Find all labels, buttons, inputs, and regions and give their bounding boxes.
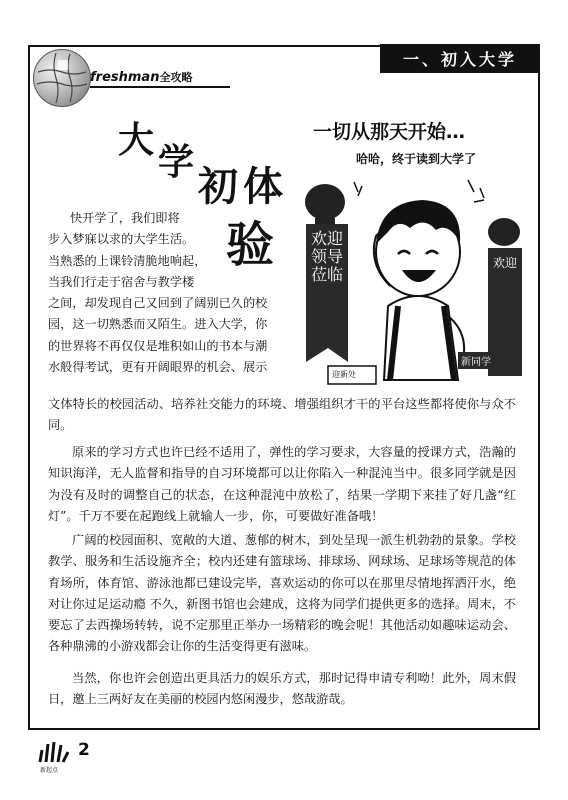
- intro-line: 当熟悉的上课铃清脆地响起，: [48, 253, 207, 268]
- brand-cn: 全攻略: [159, 71, 193, 84]
- intro-line: 步入梦寐以求的大学生活。: [48, 232, 195, 247]
- tagline-1: 一切从那天开始…: [313, 121, 466, 143]
- tagline-2: 哈哈，终于读到大学了: [356, 152, 477, 166]
- hand-print-icon: [36, 738, 72, 764]
- page-number: 2: [78, 740, 90, 760]
- banner-right-text-1: 欢迎: [492, 256, 517, 270]
- title-char-3: 初: [198, 164, 238, 210]
- brand-underline: [90, 86, 230, 88]
- sign-text: 迎新处: [332, 370, 356, 379]
- title-char-5: 验: [226, 217, 275, 273]
- title-char-2: 学: [158, 142, 195, 183]
- study-paragraph: 原来的学习方式也许已经不适用了，弹性的学习要求，大容量的授课方式，浩瀚的知识海洋，无人监督和指导的自习环境都可以让你陷入一种混沌当中。很多同学就是因为没有及时的调整自己的状态，在这种混沌中放松了，结果一学期下来挂了好几盏“红灯”。千万不要在起跑线上就输人一步，你，可要做好准备哦！: [48, 445, 516, 523]
- brand-en: freshman: [90, 70, 160, 85]
- banner-left-text: 欢迎领导莅临: [310, 229, 343, 284]
- intro-line: 的世界将不再仅仅是堆积如山的书本与潮: [48, 338, 268, 353]
- intro-line: 之间，却发现自己又回到了阔别已久的校: [48, 296, 268, 311]
- section-tab: 一、初入大学: [380, 44, 540, 73]
- puzzle-globe-icon: [33, 49, 91, 107]
- brand-label: [90, 69, 192, 85]
- intro-line: 园，这一切熟悉而又陌生。进入大学，你: [48, 317, 268, 332]
- intro-line: 快开学了，我们即将: [70, 211, 180, 225]
- intro-line: 当我们行走于宿舍与教学楼: [48, 274, 195, 289]
- title-char-1: 大: [118, 120, 155, 161]
- campus-paragraph: 广阔的校园面积、宽敞的大道、葱郁的树木，到处呈现一派生机勃勃的景象。学校教学、服务和生活设施齐全；校内还建有篮球场、排球场、网球场、足球场等规范的体育场所，体育馆、游泳池都已建设完毕，喜欢运动的你可以在那里尽情地挥洒汗水，绝对让你过足运动瘾 不久，新图书馆也会建成，这将为同学们提供更多的选择。周末，不要忘了去西操场转转，说不定那里正举办一场精彩的晚会呢！其他活动如趣味运动会、各种鼎沸的小游戏都会让你的生活变得更有滋味。: [48, 533, 516, 654]
- intro-paragraph-tail: 文体特长的校园活动、培养社交能力的环境、增强组织才干的平台这些都将使你与众不同。: [48, 397, 516, 433]
- banner-right-text-2: 新同学: [458, 352, 494, 369]
- title-char-4: 体: [243, 164, 283, 210]
- leisure-paragraph: 当然，你也许会创造出更具活力的娱乐方式，那时记得申请专利呦！此外，周末假日，邀上三两好友在美丽的校园内悠闲漫步，悠哉游哉。: [48, 671, 516, 707]
- student-illustration: [298, 166, 522, 392]
- intro-paragraph: [48, 208, 267, 378]
- footer-mark: 新起点: [40, 767, 59, 774]
- intro-line: 水般得考试，更有开阔眼界的机会、展示: [48, 360, 268, 375]
